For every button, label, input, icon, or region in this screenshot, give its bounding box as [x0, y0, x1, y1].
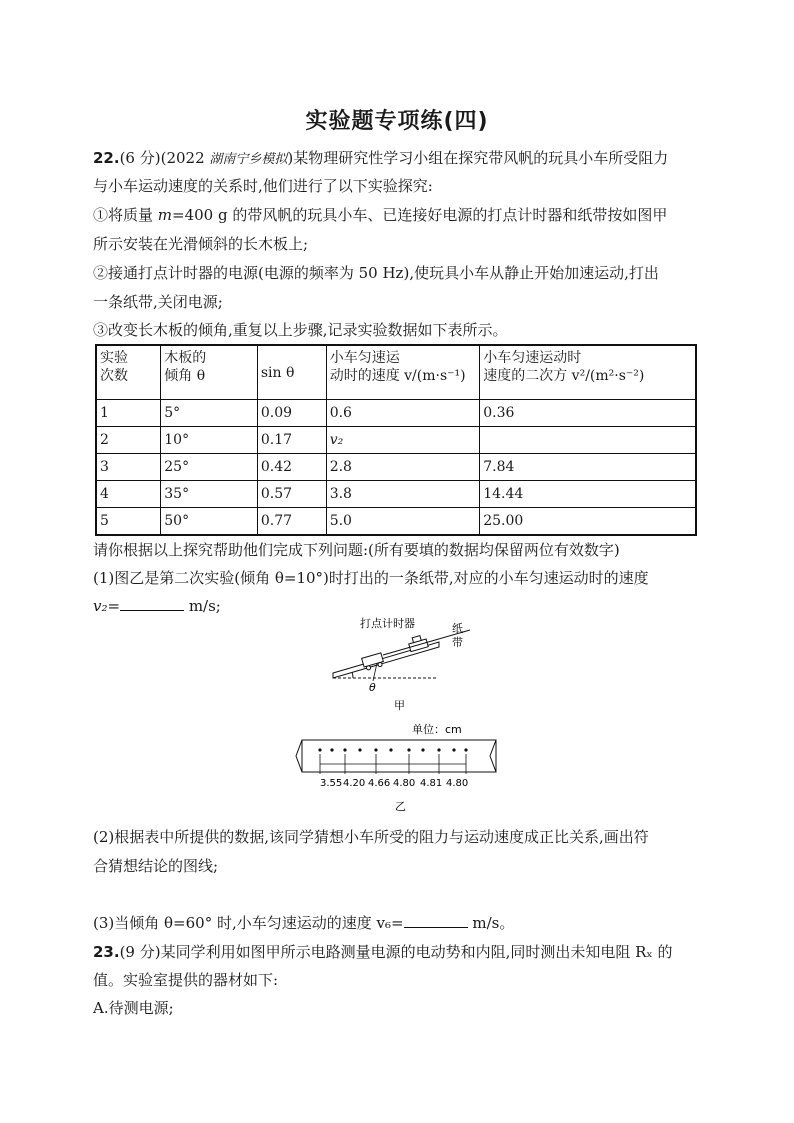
q22-step1-text-b: =400 g 的带风帆的玩具小车、已连接好电源的打点计时器和纸带按如图甲	[172, 206, 668, 224]
table-cell: 0.36	[480, 400, 696, 427]
label-tape-1: 纸	[452, 622, 463, 635]
caption-jia: 甲	[394, 699, 405, 712]
q22-intro-line-2: 与小车运动速度的关系时,他们进行了以下实验探究:	[93, 177, 433, 195]
table-row	[96, 400, 696, 427]
table-cell: 1	[96, 400, 161, 427]
table-cell: 0.42	[257, 454, 326, 481]
table-cell: 0.57	[257, 481, 326, 508]
q22-sub1-unit: m/s;	[184, 597, 221, 615]
table-cell: 35°	[161, 481, 258, 508]
table-header-cell: 小车匀速运动时 速度的二次方 v²/(m²·s⁻²)	[480, 345, 696, 400]
table-row	[96, 427, 696, 454]
table-cell: 50°	[161, 508, 258, 536]
table-cell: 4	[96, 481, 161, 508]
figure-jia	[325, 615, 485, 715]
label-theta: θ	[369, 681, 376, 694]
answer-blank-v2[interactable]	[120, 596, 184, 611]
answer-blank-v6[interactable]	[404, 913, 468, 928]
q22-step1-line-2: 所示安装在光滑倾斜的长木板上;	[93, 235, 309, 253]
table-cell: 10°	[161, 427, 258, 454]
q22-sub1-v2: v₂=	[93, 597, 121, 615]
table-row	[96, 454, 696, 481]
table-cell: 0.77	[257, 508, 326, 536]
q22-after-table: 请你根据以上探究帮助他们完成下列问题:(所有要填的数据均保留两位有效数字)	[93, 541, 620, 559]
q23-line-2: 值。实验室提供的器材如下:	[93, 971, 279, 989]
q22-step1-line-1	[93, 205, 703, 225]
table-cell: 2	[96, 427, 161, 454]
q23-text: (9 分)某同学利用如图甲所示电路测量电源的电动势和内阻,同时测出未知电阻 Rₓ 的	[119, 943, 673, 961]
q22-intro-line-1	[93, 148, 703, 170]
label-timer: 打点计时器	[360, 617, 415, 630]
table-header-cell: 木板的 倾角 θ	[161, 345, 258, 400]
interval-label: 3.55	[320, 778, 343, 789]
table-header-cell: 小车匀速运 动时的速度 v/(m·s⁻¹)	[326, 345, 480, 400]
q22-sub2-line-1: (2)根据表中所提供的数据,该同学猜想小车所受的阻力与运动速度成正比关系,画出符	[93, 828, 649, 846]
q22-source-prefix: (2022	[160, 149, 210, 167]
interval-label: 4.80	[393, 778, 416, 789]
table-cell: 14.44	[480, 481, 696, 508]
q22-number: 22.	[93, 149, 120, 167]
q22-sub2-line-2: 合猜想结论的图线;	[93, 857, 219, 875]
q23-number: 23.	[93, 943, 120, 961]
table-header-cell: sin θ	[257, 345, 326, 400]
table-cell: 2.8	[326, 454, 480, 481]
label-tape-2: 带	[452, 636, 463, 649]
q22-step2-line-1: ②接通打点计时器的电源(电源的频率为 50 Hz),使玩具小车从静止开始加速运动,打出	[93, 264, 659, 282]
table-row	[96, 508, 696, 536]
table-row	[96, 481, 696, 508]
table-cell: 5°	[161, 400, 258, 427]
q23-option-a: A.待测电源;	[93, 999, 174, 1017]
q22-sub3-text: (3)当倾角 θ=60° 时,小车匀速运动的速度 v₆=	[93, 914, 404, 932]
table-cell: 3.8	[326, 481, 480, 508]
q22-sub1-line-2	[93, 596, 703, 616]
figure-yi	[294, 718, 504, 818]
table-cell: 7.84	[480, 454, 696, 481]
page-title: 实验题专项练(四)	[305, 109, 489, 134]
interval-label: 4.81	[420, 778, 443, 789]
table-cell	[480, 427, 696, 454]
q22-sub3-unit: m/s。	[467, 914, 515, 932]
q22-data-table	[95, 344, 697, 536]
table-cell: 5	[96, 508, 161, 536]
table-cell: 0.6	[326, 400, 480, 427]
q22-source-name: 湖南宁乡模拟	[209, 152, 288, 167]
q22-sub1-line-1: (1)图乙是第二次实验(倾角 θ=10°)时打出的一条纸带,对应的小车匀速运动时的速度	[93, 569, 649, 587]
q22-step3: ③改变长木板的倾角,重复以上步骤,记录实验数据如下表所示。	[93, 321, 508, 339]
interval-label: 4.80	[446, 778, 469, 789]
label-unit: 单位：cm	[412, 723, 462, 736]
table-cell: 5.0	[326, 508, 480, 536]
q22-score: (6 分)	[119, 149, 161, 167]
table-cell: v₂	[326, 427, 480, 454]
interval-label: 4.66	[368, 778, 391, 789]
q22-step1-var: m	[157, 206, 173, 224]
q22-intro-text: 某物理研究性学习小组在探究带风帆的玩具小车所受阻力	[293, 149, 669, 167]
interval-label: 4.20	[343, 778, 366, 789]
q23-line-1	[93, 942, 703, 962]
table-header-row	[96, 345, 696, 400]
angle-arc	[352, 672, 353, 678]
table-cell: 25°	[161, 454, 258, 481]
table-cell: 0.09	[257, 400, 326, 427]
q22-source-suffix: )	[287, 149, 294, 167]
table-cell: 25.00	[480, 508, 696, 536]
q22-step2-line-2: 一条纸带,关闭电源;	[93, 293, 223, 311]
table-header-cell: 实验 次数	[96, 345, 161, 400]
caption-yi: 乙	[395, 800, 406, 813]
table-cell: 0.17	[257, 427, 326, 454]
q22-step1-text-a: ①将质量	[93, 206, 158, 224]
table-cell: 3	[96, 454, 161, 481]
q22-sub3	[93, 913, 703, 933]
